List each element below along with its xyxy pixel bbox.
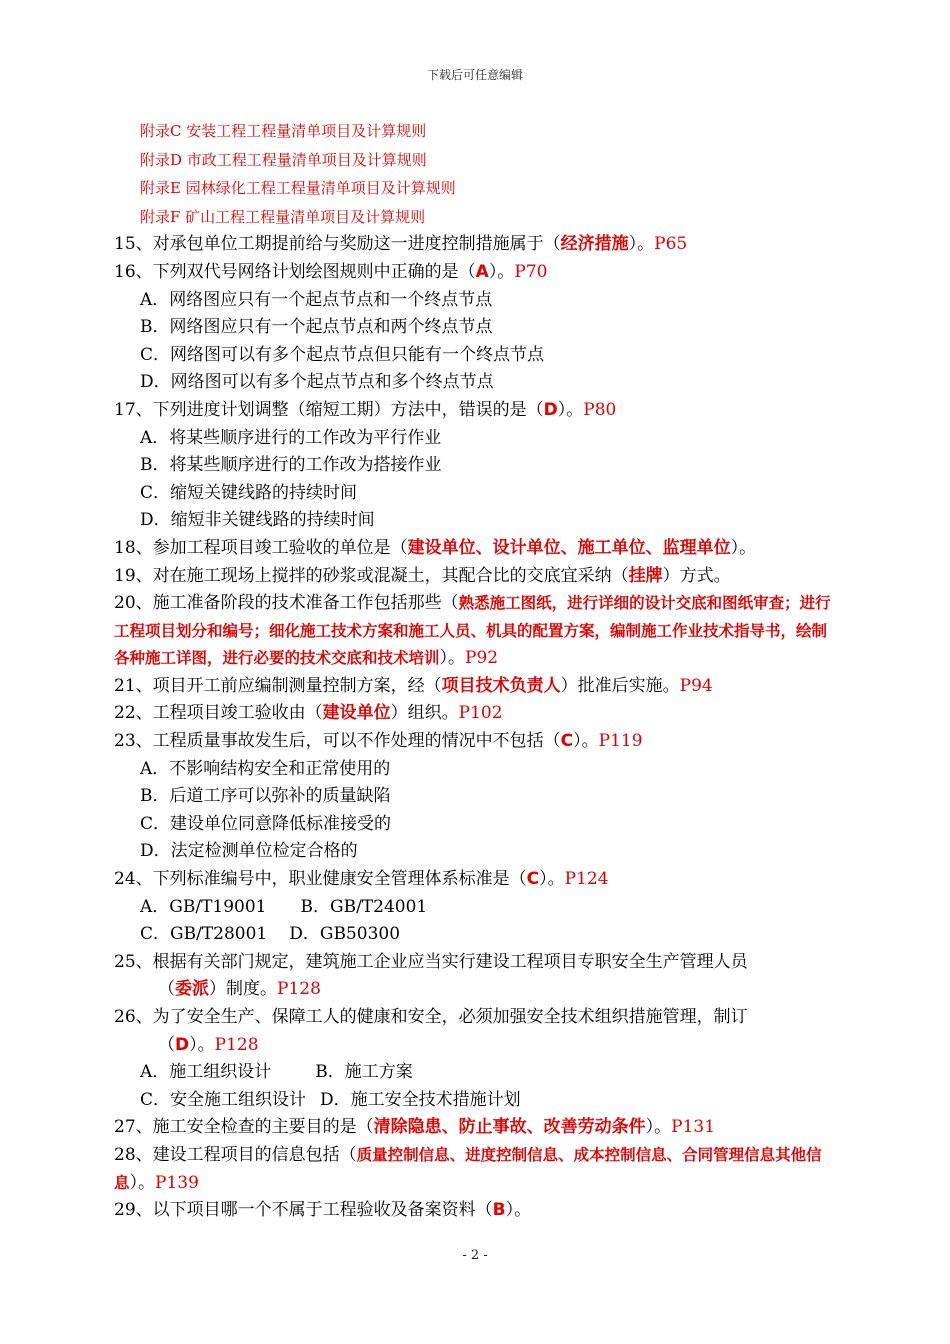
- page-ref: P128: [277, 979, 321, 1000]
- question-23: 23、工程质量事故发生后，可以不作处理的情况中不包括（C）。P119: [114, 731, 643, 752]
- answer: B: [492, 1200, 506, 1221]
- answer: 委派: [175, 979, 209, 1000]
- answer: C: [526, 869, 540, 890]
- answer: D: [175, 1034, 190, 1055]
- option: A．施工组织设计: [140, 1062, 272, 1083]
- answer: 清除隐患、防止事故、改善劳动条件: [373, 1117, 646, 1138]
- question-22: 22、工程项目竣工验收由（建设单位）组织。P102: [114, 703, 503, 724]
- page-ref: P70: [514, 261, 548, 282]
- answer: 挂牌: [628, 565, 663, 586]
- page-header: 下载后可任意编辑: [426, 68, 523, 82]
- question-19: 19、对在施工现场上搅拌的砂浆或混凝土，其配合比的交底宜采纳（挂牌）方式。: [114, 565, 731, 586]
- option: A．网络图应只有一个起点节点和一个终点节点: [140, 289, 493, 310]
- page-ref: P128: [214, 1034, 259, 1055]
- answer: 建设单位: [322, 703, 391, 724]
- option: A．GB/T19001: [140, 896, 267, 917]
- page-ref: P92: [465, 648, 499, 669]
- appendix-c: 附录C 安装工程工程量清单项目及计算规则: [140, 122, 427, 140]
- option: C．GB/T28001: [140, 924, 268, 945]
- answer: 熟悉施工图纸，进行详细的设计交底和图纸审查；进行工程项目划分和编号；细化施工技术方案和施工人员、机具的配置方案，编制施工作业技术指导书，绘制各种施工详图，进行必要的技术交底和技术培训: [114, 594, 831, 668]
- option: D．GB50300: [289, 924, 401, 945]
- question-26: 26、为了安全生产、保障工人的健康和安全，必须加强安全技术组织措施管理，制订: [114, 1007, 748, 1027]
- page-ref: P65: [654, 234, 688, 255]
- question-26-cont: （D）。P128: [158, 1034, 259, 1055]
- appendix-e: 附录E 园林绿化工程工程量清单项目及计算规则: [140, 179, 456, 198]
- page-ref: P119: [598, 731, 643, 752]
- option: C．网络图可以有多个起点节点但只能有一个终点节点: [140, 344, 545, 365]
- question-28: 28、建设工程项目的信息包括（质量控制信息、进度控制信息、成本控制信息、合同管理信息其他信息）。P139: [114, 1144, 822, 1193]
- option: B．施工方案: [315, 1062, 413, 1083]
- question-29: 29、以下项目哪一个不属于工程验收及备案资料（B）。: [114, 1200, 532, 1221]
- option: B．将某些顺序进行的工作改为搭接作业: [140, 455, 442, 476]
- page-ref: P94: [679, 675, 713, 696]
- question-25-cont: （委派）制度。P128: [158, 979, 321, 1000]
- question-24: 24、下列标准编号中，职业健康安全管理体系标准是（C）。P124: [114, 869, 609, 890]
- document-body: [114, 117, 838, 1225]
- option-row: [114, 1059, 838, 1087]
- option: B．GB/T24001: [300, 896, 428, 917]
- question-20: 20、施工准备阶段的技术准备工作包括那些（熟悉施工图纸，进行详细的设计交底和图纸审查；进行工程项目划分和编号；细化施工技术方案和施工人员、机具的配置方案，编制施工作业技术指导书，绘制各种施工详图，进行必要的技术交底和技术培训）。P92: [114, 593, 831, 669]
- option: B．网络图应只有一个起点节点和两个终点节点: [140, 317, 493, 338]
- page-ref: P131: [671, 1117, 716, 1138]
- page-ref: P80: [583, 399, 617, 420]
- answer: C: [560, 731, 574, 752]
- question-18: 18、参加工程项目竣工验收的单位是（建设单位、设计单位、施工单位、监理单位）。: [114, 537, 757, 558]
- answer: A: [475, 261, 489, 282]
- option: C．缩短关键线路的持续时间: [140, 482, 358, 503]
- option-row: [114, 921, 838, 949]
- page-number: - 2 -: [462, 1248, 488, 1263]
- page-ref: P139: [155, 1172, 199, 1193]
- answer: D: [543, 399, 558, 420]
- option: B．后道工序可以弥补的质量缺陷: [140, 786, 391, 807]
- option: C．建设单位同意降低标准接受的: [140, 813, 392, 834]
- answer: 经济措施: [560, 234, 629, 255]
- answer: 项目技术负责人: [441, 675, 561, 696]
- option: D．施工安全技术措施计划: [320, 1089, 521, 1110]
- page-ref: P102: [458, 703, 503, 724]
- appendix-f: 附录F 矿山工程工程量清单项目及计算规则: [140, 207, 426, 226]
- question-16: 16、下列双代号网络计划绘图规则中正确的是（A）。P70: [114, 261, 548, 282]
- question-25: 25、根据有关部门规定，建筑施工企业应当实行建设工程项目专职安全生产管理人员: [114, 951, 748, 972]
- option: C．安全施工组织设计: [140, 1089, 307, 1110]
- question-21: 21、项目开工前应编制测量控制方案，经（项目技术负责人）批准后实施。P94: [114, 675, 713, 696]
- question-15: 15、对承包单位工期提前给与奖励这一进度控制措施属于（经济措施）。P65: [114, 234, 688, 255]
- option: D．法定检测单位检定合格的: [140, 841, 358, 862]
- question-17: 17、下列进度计划调整（缩短工期）方法中，错误的是（D）。P80: [114, 399, 617, 420]
- question-27: 27、施工安全检查的主要目的是（清除隐患、防止事故、改善劳动条件）。P131: [114, 1117, 716, 1138]
- option: D．缩短非关键线路的持续时间: [140, 510, 375, 531]
- option-row: [114, 894, 838, 922]
- answer: 质量控制信息、进度控制信息、成本控制信息、合同管理信息其他信息: [114, 1145, 822, 1192]
- option: D．网络图可以有多个起点节点和多个终点节点: [140, 372, 494, 393]
- appendix-d: 附录D 市政工程工程量清单项目及计算规则: [140, 150, 427, 169]
- option: A．将某些顺序进行的工作改为平行作业: [140, 427, 442, 448]
- option: A．不影响结构安全和正常使用的: [140, 758, 391, 779]
- page-ref: P124: [564, 869, 609, 890]
- answer: 建设单位、设计单位、施工单位、监理单位: [407, 537, 731, 558]
- option-row: [114, 1087, 838, 1115]
